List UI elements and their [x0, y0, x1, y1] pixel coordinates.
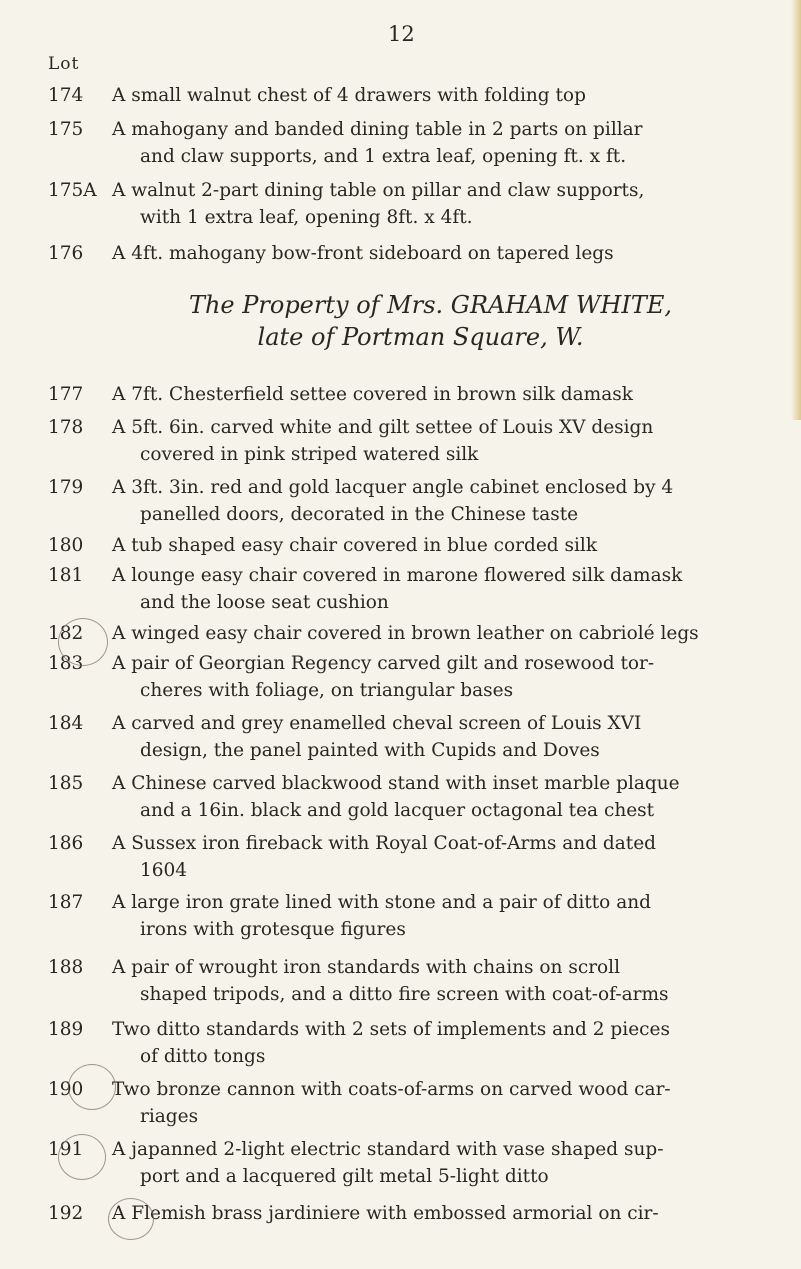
lot-line: A pair of Georgian Regency carved gilt and rosewood tor-	[112, 653, 655, 674]
lot-line: A 7ft. Chesterfield settee covered in brown silk damask	[112, 384, 633, 405]
lot-number: 177	[48, 384, 84, 405]
lot-line: panelled doors, decorated in the Chinese taste	[140, 504, 579, 525]
lot-line: A tub shaped easy chair covered in blue corded silk	[112, 535, 598, 556]
lot-line: A lounge easy chair covered in marone flowered silk damask	[112, 565, 683, 586]
lot-number: 186	[48, 833, 84, 854]
lot-line: riages	[140, 1106, 199, 1127]
lot-line: covered in pink striped watered silk	[140, 444, 479, 465]
lot-description	[112, 116, 782, 170]
lot-description	[112, 177, 782, 231]
lot-description	[112, 954, 782, 1008]
lot-line: A Chinese carved blackwood stand with inset marble plaque	[112, 773, 680, 794]
lot-column-header: Lot	[48, 54, 80, 74]
lot-number: 179	[48, 477, 84, 498]
property-heading: The Property of Mrs. GRAHAM WHITE,	[188, 291, 673, 319]
lot-description	[112, 620, 782, 647]
lot-number: 175A	[48, 180, 97, 201]
lot-line: A small walnut chest of 4 drawers with folding top	[112, 85, 586, 106]
lot-line: A pair of wrought iron standards with chains on scroll	[112, 957, 621, 978]
lot-line: Two bronze cannon with coats-of-arms on carved wood car-	[112, 1079, 671, 1100]
lot-description	[112, 532, 782, 559]
lot-line: A 4ft. mahogany bow-front sideboard on tapered legs	[112, 243, 614, 264]
lot-number: 191	[48, 1139, 84, 1160]
lot-number: 192	[48, 1203, 84, 1224]
pencil-circle-mark	[68, 1064, 116, 1110]
lot-line: shaped tripods, and a ditto fire screen with coat-of-arms	[140, 984, 669, 1005]
lot-line: A japanned 2-light electric standard with vase shaped sup-	[112, 1139, 664, 1160]
lot-line: A 5ft. 6in. carved white and gilt settee of Louis XV design	[112, 417, 654, 438]
lot-number: 189	[48, 1019, 84, 1040]
page-number: 12	[388, 22, 415, 46]
lot-line: design, the panel painted with Cupids and Doves	[140, 740, 600, 761]
lot-number: 188	[48, 957, 84, 978]
lot-line: A mahogany and banded dining table in 2 parts on pillar	[112, 119, 643, 140]
lot-number: 184	[48, 713, 84, 734]
lot-number: 180	[48, 535, 84, 556]
lot-line: 1604	[140, 860, 188, 881]
lot-number: 175	[48, 119, 84, 140]
lot-description	[112, 710, 782, 764]
lot-line: cheres with foliage, on triangular bases	[140, 680, 514, 701]
pencil-circle-mark	[58, 618, 108, 666]
lot-line: A winged easy chair covered in brown leather on cabriolé legs	[112, 623, 699, 644]
lot-description	[112, 562, 782, 616]
lot-number: 178	[48, 417, 84, 438]
lot-description	[112, 1016, 782, 1070]
lot-line: of ditto tongs	[140, 1046, 266, 1067]
lot-description	[112, 1076, 782, 1130]
lot-number: 187	[48, 892, 84, 913]
lot-description	[112, 830, 782, 884]
lot-description	[112, 381, 782, 408]
lot-line: port and a lacquered gilt metal 5-light ditto	[140, 1166, 549, 1187]
lot-description	[112, 240, 782, 267]
lot-description	[112, 770, 782, 824]
lot-line: and a 16in. black and gold lacquer octagonal tea chest	[140, 800, 655, 821]
lot-line: A large iron grate lined with stone and a pair of ditto and	[112, 892, 651, 913]
page-edge	[791, 0, 801, 420]
pencil-circle-mark	[108, 1198, 154, 1240]
lot-number: 190	[48, 1079, 84, 1100]
lot-description	[112, 474, 782, 528]
lot-line: and claw supports, and 1 extra leaf, opening ft. x ft.	[140, 146, 627, 167]
lot-description	[112, 1200, 782, 1227]
lot-line: A walnut 2-part dining table on pillar and claw supports,	[112, 180, 645, 201]
lot-line: A Flemish brass jardiniere with embossed armorial on cir-	[112, 1203, 659, 1224]
lot-number: 176	[48, 243, 84, 264]
lot-line: and the loose seat cushion	[140, 592, 389, 613]
lot-line: with 1 extra leaf, opening 8ft. x 4ft.	[140, 207, 473, 228]
lot-description	[112, 650, 782, 704]
lot-description	[112, 889, 782, 943]
lot-line: A carved and grey enamelled cheval screen of Louis XVI	[112, 713, 642, 734]
lot-number: 181	[48, 565, 84, 586]
pencil-circle-mark	[58, 1134, 106, 1180]
lot-description	[112, 82, 782, 109]
lot-line: A Sussex iron fireback with Royal Coat-of-Arms and dated	[112, 833, 657, 854]
lot-line: irons with grotesque figures	[140, 919, 406, 940]
lot-description	[112, 414, 782, 468]
lot-number: 182	[48, 623, 84, 644]
lot-number: 183	[48, 653, 84, 674]
lot-line: Two ditto standards with 2 sets of implements and 2 pieces	[112, 1019, 670, 1040]
lot-number: 174	[48, 85, 84, 106]
lot-line: A 3ft. 3in. red and gold lacquer angle cabinet enclosed by 4	[112, 477, 674, 498]
lot-description	[112, 1136, 782, 1190]
lot-number: 185	[48, 773, 84, 794]
property-subheading: late of Portman Square, W.	[257, 323, 584, 351]
